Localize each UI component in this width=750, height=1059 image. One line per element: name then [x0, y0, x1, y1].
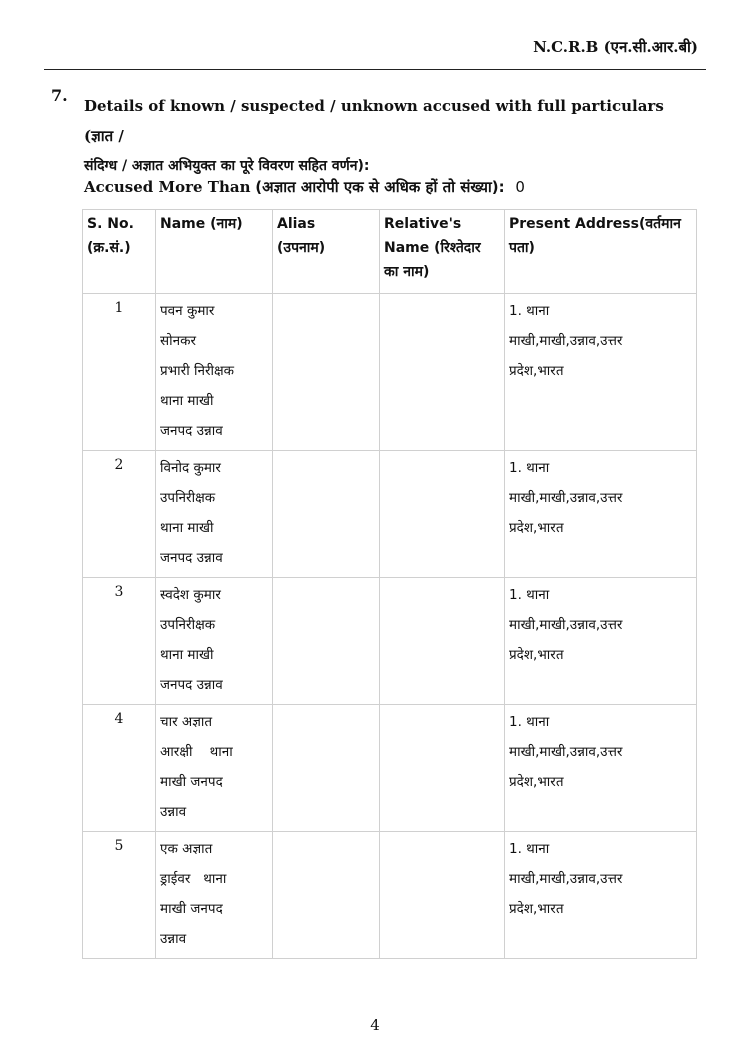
page-number: 4: [370, 1016, 380, 1034]
table-row: [83, 451, 697, 578]
cell-sno: 5: [83, 832, 156, 959]
cell-alias: [273, 705, 380, 832]
cell-address: 1. थाना माखी,माखी,उन्नाव,उत्तर प्रदेश,भारत: [505, 451, 697, 578]
cell-sno: 2: [83, 451, 156, 578]
cell-name: स्वदेश कुमार उपनिरीक्षक थाना माखी जनपद उन्नाव: [156, 578, 273, 705]
cell-address: 1. थाना माखी,माखी,उन्नाव,उत्तर प्रदेश,भारत: [505, 578, 697, 705]
accused-more-label-hi: (अज्ञात आरोपी एक से अधिक हों तो संख्या):: [255, 178, 505, 196]
cell-address: 1. थाना माखी,माखी,उन्नाव,उत्तर प्रदेश,भारत: [505, 294, 697, 451]
col-header-sno: S. No. (क्र.सं.): [83, 210, 156, 294]
col-header-relative: Relative's Name (रिश्तेदार का नाम): [380, 210, 505, 294]
cell-relative: [380, 705, 505, 832]
section-title: [84, 91, 684, 181]
accused-more-label-en: Accused More Than: [84, 178, 251, 196]
cell-name: चार अज्ञात आरक्षी थाना माखी जनपद उन्नाव: [156, 705, 273, 832]
cell-alias: [273, 578, 380, 705]
table-row: [83, 705, 697, 832]
cell-name: पवन कुमार सोनकर प्रभारी निरीक्षक थाना माखी जनपद उन्नाव: [156, 294, 273, 451]
cell-relative: [380, 832, 505, 959]
table-row: [83, 294, 697, 451]
cell-sno: 1: [83, 294, 156, 451]
section-title-hi: संदिग्ध / अज्ञात अभियुक्त का पूरे विवरण सहित वर्णन):: [84, 158, 370, 174]
accused-more-value: 0: [515, 178, 525, 196]
section-number: 7.: [51, 86, 68, 105]
table-row: [83, 832, 697, 959]
cell-name: एक अज्ञात ड्राईवर थाना माखी जनपद उन्नाव: [156, 832, 273, 959]
cell-sno: 3: [83, 578, 156, 705]
table-row: [83, 578, 697, 705]
header-divider: [44, 69, 706, 70]
section-title-en: Details of known / suspected / unknown accused with full particulars (ज्ञात /: [84, 97, 664, 145]
cell-relative: [380, 294, 505, 451]
cell-name: विनोद कुमार उपनिरीक्षक थाना माखी जनपद उन्नाव: [156, 451, 273, 578]
col-header-name: Name (नाम): [156, 210, 273, 294]
cell-sno: 4: [83, 705, 156, 832]
table-header-row: [83, 210, 697, 294]
col-header-address: Present Address(वर्तमान पता): [505, 210, 697, 294]
cell-alias: [273, 832, 380, 959]
accused-more-than: [84, 177, 525, 197]
cell-address: 1. थाना माखी,माखी,उन्नाव,उत्तर प्रदेश,भारत: [505, 832, 697, 959]
cell-relative: [380, 578, 505, 705]
cell-alias: [273, 294, 380, 451]
cell-address: 1. थाना माखी,माखी,उन्नाव,उत्तर प्रदेश,भारत: [505, 705, 697, 832]
header-org: N.C.R.B (एन.सी.आर.बी): [533, 38, 698, 56]
cell-relative: [380, 451, 505, 578]
cell-alias: [273, 451, 380, 578]
col-header-alias: Alias (उपनाम): [273, 210, 380, 294]
accused-table: [82, 209, 697, 959]
